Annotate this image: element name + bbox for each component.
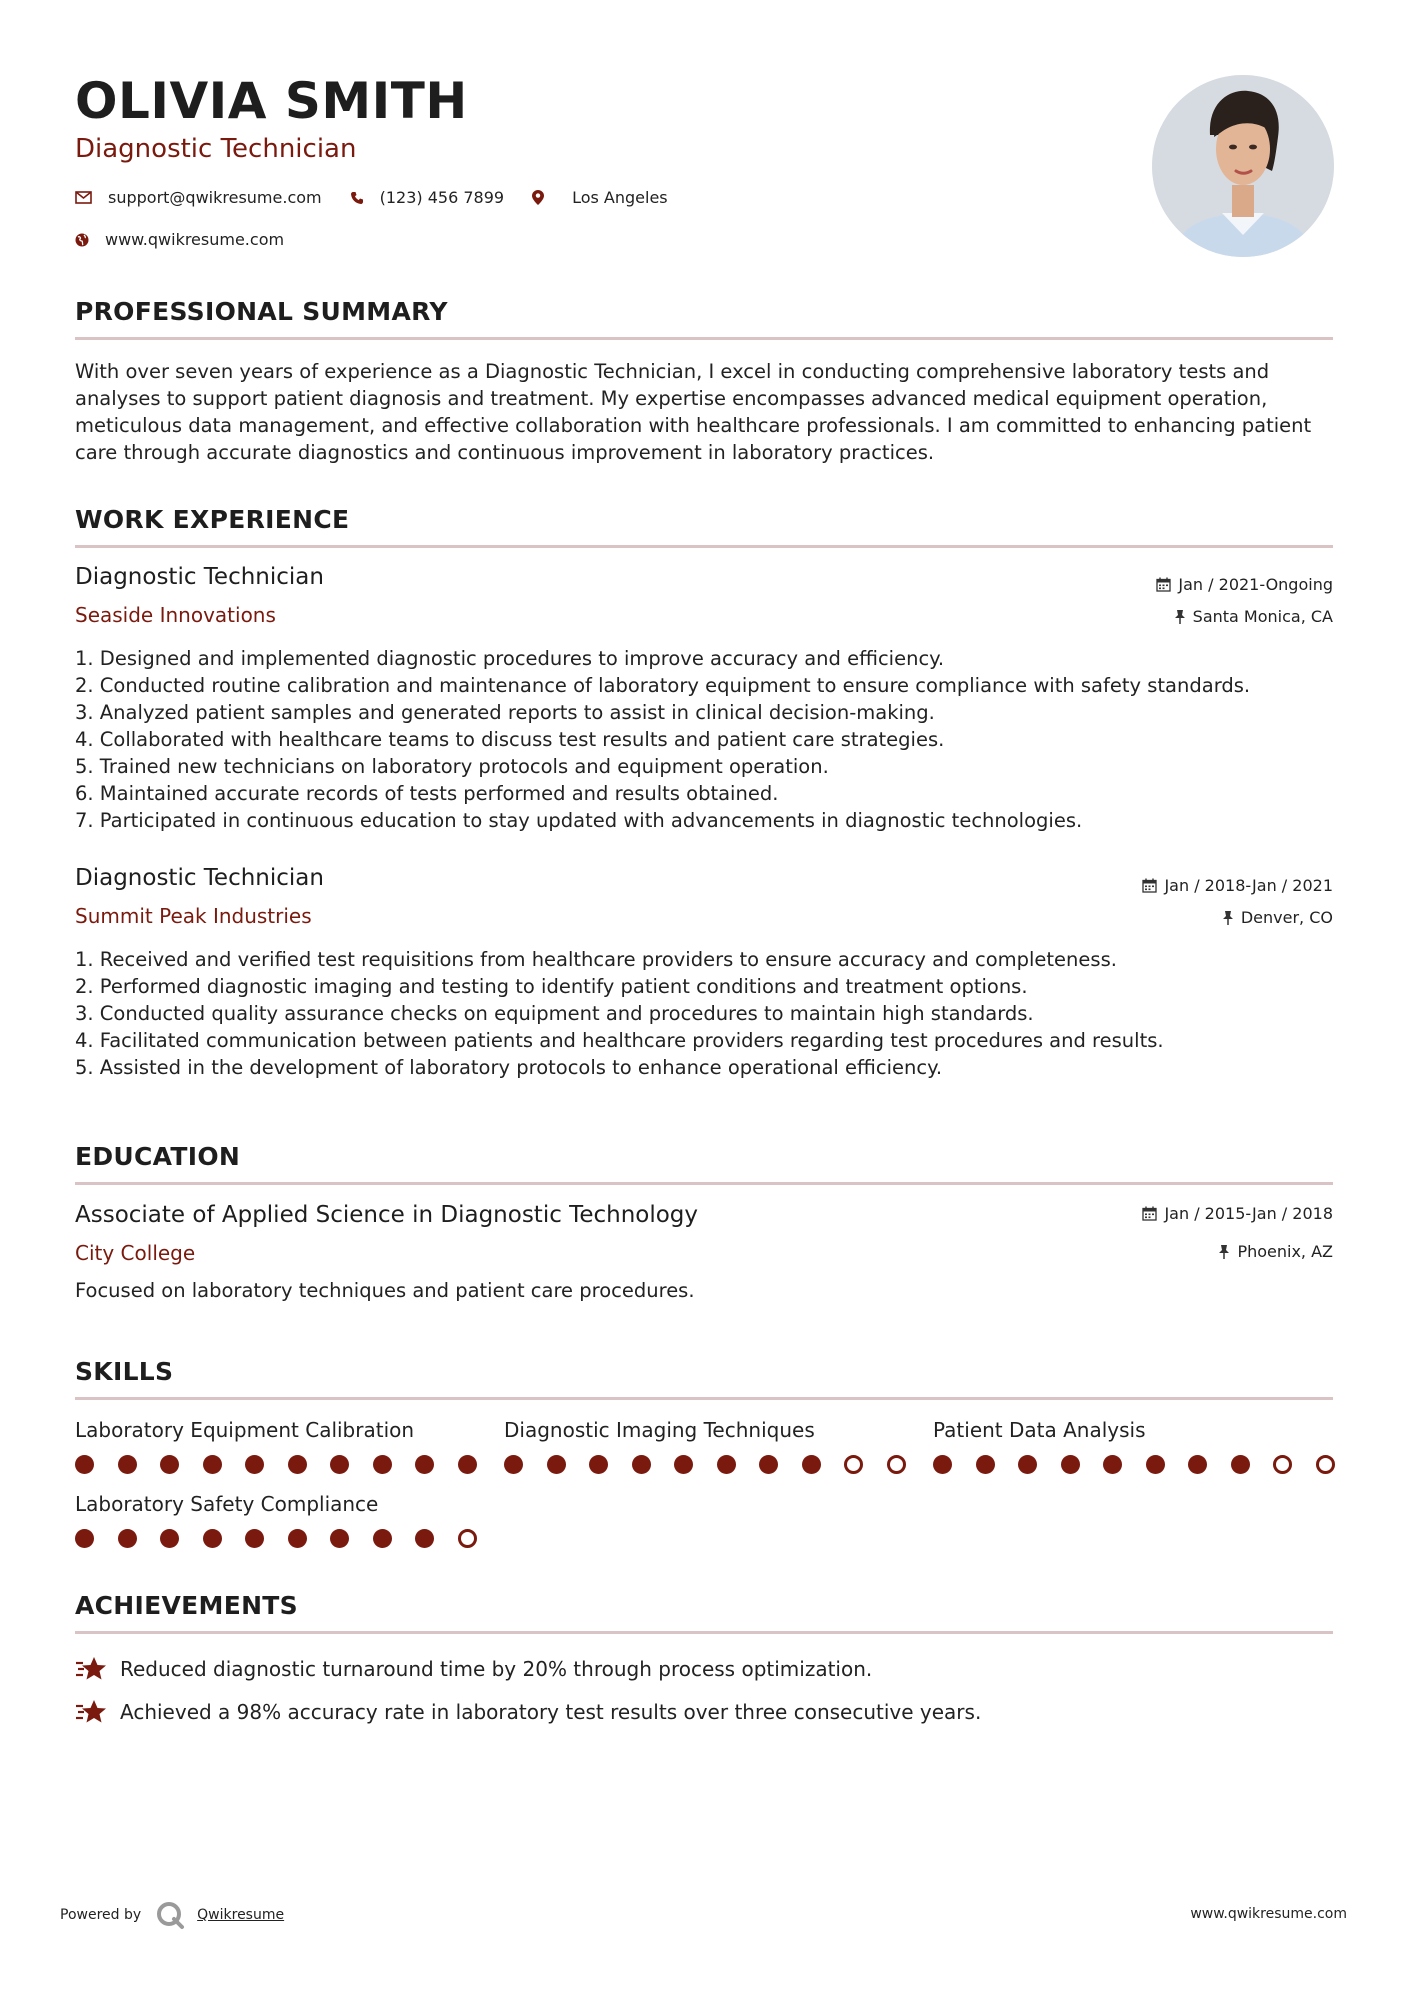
education-divider	[75, 1182, 1333, 1185]
globe-icon	[75, 233, 89, 247]
qwikresume-logo-icon	[155, 1900, 185, 1930]
rating-dot-filled	[330, 1529, 349, 1548]
skill-2-rating	[504, 1455, 929, 1474]
rating-dot-filled	[75, 1455, 94, 1474]
contact-row	[75, 188, 696, 207]
rating-dot-filled	[717, 1455, 736, 1474]
education-degree: Associate of Applied Science in Diagnostic Technology	[75, 1202, 699, 1228]
rating-dot-filled	[458, 1455, 477, 1474]
job-1-location-text: Santa Monica, CA	[1192, 607, 1333, 626]
profile-photo	[1152, 75, 1334, 257]
experience-divider	[75, 545, 1333, 548]
rating-dot-filled	[504, 1455, 523, 1474]
rating-dot-filled	[288, 1455, 307, 1474]
rating-dot-filled	[1231, 1455, 1250, 1474]
rating-dot-filled	[373, 1455, 392, 1474]
list-item: 2. Conducted routine calibration and maintenance of laboratory equipment to ensure compliance with safety standards.	[75, 674, 1251, 697]
contact-phone[interactable]	[350, 188, 504, 207]
achievement-item-2	[75, 1698, 981, 1726]
calendar-icon	[1142, 1206, 1157, 1221]
list-item: 5. Assisted in the development of laboratory protocols to enhance operational efficiency.	[75, 1056, 943, 1079]
rating-dot-filled	[547, 1455, 566, 1474]
job-2-title: Diagnostic Technician	[75, 865, 324, 891]
candidate-name: OLIVIA SMITH	[75, 72, 468, 130]
contact-row-2	[75, 230, 312, 249]
list-item: 4. Collaborated with healthcare teams to discuss test results and patient care strategies.	[75, 728, 945, 751]
calendar-icon	[1142, 878, 1157, 893]
rating-dot-empty	[844, 1455, 863, 1474]
rating-dot-empty	[1316, 1455, 1335, 1474]
rating-dot-empty	[458, 1529, 477, 1548]
avatar-illustration	[1152, 75, 1334, 257]
list-item: 2. Performed diagnostic imaging and testing to identify patient conditions and treatment options.	[75, 975, 1028, 998]
list-item: 7. Participated in continuous education to stay updated with advancements in diagnostic technologies.	[75, 809, 1083, 832]
skill-1-rating	[75, 1455, 500, 1474]
skill-3-rating	[933, 1455, 1358, 1474]
rating-dot-filled	[1188, 1455, 1207, 1474]
rating-dot-filled	[203, 1455, 222, 1474]
rating-dot-filled	[160, 1455, 179, 1474]
skill-1-label: Laboratory Equipment Calibration	[75, 1418, 415, 1442]
rating-dot-filled	[373, 1529, 392, 1548]
candidate-title: Diagnostic Technician	[75, 134, 357, 164]
education-description: Focused on laboratory techniques and patient care procedures.	[75, 1279, 695, 1302]
list-item: 3. Conducted quality assurance checks on equipment and procedures to maintain high standards.	[75, 1002, 1034, 1025]
rating-dot-filled	[330, 1455, 349, 1474]
footer-powered-by	[60, 1900, 284, 1930]
summary-heading: PROFESSIONAL SUMMARY	[75, 297, 448, 326]
achievements-heading: ACHIEVEMENTS	[75, 1591, 298, 1620]
envelope-icon	[75, 191, 92, 204]
summary-divider	[75, 337, 1333, 340]
qwikresume-link[interactable]: Qwikresume	[197, 1907, 285, 1923]
rating-dot-filled	[160, 1529, 179, 1548]
rating-dot-filled	[1061, 1455, 1080, 1474]
job-2-dates	[1142, 876, 1333, 895]
rating-dot-filled	[632, 1455, 651, 1474]
rating-dot-filled	[415, 1455, 434, 1474]
rating-dot-filled	[933, 1455, 952, 1474]
job-2-bullets	[75, 946, 1345, 1081]
education-dates-text: Jan / 2015-Jan / 2018	[1164, 1204, 1333, 1223]
achievement-text: Reduced diagnostic turnaround time by 20% through process optimization.	[120, 1657, 873, 1681]
rating-dot-filled	[118, 1455, 137, 1474]
summary-text: With over seven years of experience as a Diagnostic Technician, I excel in conducting comprehensive laboratory tests and analyses to support patient diagnosis and treatment. My expertise encompasses advanced medical equipment operation, meticulous data management, and effective collaboration with healthcare professionals. I am committed to enhancing patient care through accurate diagnostics and continuous improvement in laboratory practices.	[75, 360, 1312, 464]
job-2-location-text: Denver, CO	[1240, 908, 1333, 927]
education-location-text: Phoenix, AZ	[1237, 1242, 1333, 1261]
rating-dot-empty	[887, 1455, 906, 1474]
list-item: 6. Maintained accurate records of tests performed and results obtained.	[75, 782, 779, 805]
rating-dot-filled	[759, 1455, 778, 1474]
list-item: 5. Trained new technicians on laboratory protocols and equipment operation.	[75, 755, 829, 778]
experience-heading: WORK EXPERIENCE	[75, 505, 350, 534]
job-1-dates-text: Jan / 2021-Ongoing	[1178, 575, 1333, 594]
skills-divider	[75, 1397, 1333, 1400]
contact-email[interactable]	[75, 188, 322, 207]
star-award-icon	[75, 1655, 108, 1683]
rating-dot-filled	[245, 1529, 264, 1548]
rating-dot-filled	[118, 1529, 137, 1548]
contact-website[interactable]	[75, 230, 284, 249]
rating-dot-empty	[1273, 1455, 1292, 1474]
list-item: 4. Facilitated communication between patients and healthcare providers regarding test procedures and results.	[75, 1029, 1164, 1052]
map-pin-icon	[532, 190, 544, 205]
education-heading: EDUCATION	[75, 1142, 241, 1171]
list-item: 3. Analyzed patient samples and generated reports to assist in clinical decision-making.	[75, 701, 935, 724]
rating-dot-filled	[976, 1455, 995, 1474]
skill-4-label: Laboratory Safety Compliance	[75, 1492, 379, 1516]
powered-by-label: Powered by	[60, 1907, 142, 1923]
achievement-text: Achieved a 98% accuracy rate in laboratory test results over three consecutive years.	[120, 1700, 982, 1724]
rating-dot-filled	[1018, 1455, 1037, 1474]
education-location	[1218, 1242, 1333, 1261]
job-1-bullets	[75, 645, 1345, 834]
calendar-icon	[1156, 577, 1171, 592]
job-2-dates-text: Jan / 2018-Jan / 2021	[1164, 876, 1333, 895]
footer-website[interactable]: www.qwikresume.com	[1190, 1906, 1347, 1922]
job-1-title: Diagnostic Technician	[75, 564, 324, 590]
list-item: 1. Designed and implemented diagnostic procedures to improve accuracy and efficiency.	[75, 647, 945, 670]
rating-dot-filled	[415, 1529, 434, 1548]
phone-icon	[350, 191, 364, 205]
pushpin-icon	[1174, 609, 1186, 624]
education-dates	[1142, 1204, 1333, 1223]
pushpin-icon	[1218, 1244, 1230, 1259]
rating-dot-filled	[1146, 1455, 1165, 1474]
location-text: Los Angeles	[572, 188, 668, 207]
education-school: City College	[75, 1241, 196, 1265]
email-text: support@qwikresume.com	[108, 188, 322, 207]
skill-4-rating	[75, 1529, 500, 1548]
rating-dot-filled	[589, 1455, 608, 1474]
rating-dot-filled	[1103, 1455, 1122, 1474]
rating-dot-filled	[288, 1529, 307, 1548]
pushpin-icon	[1222, 910, 1234, 925]
rating-dot-filled	[674, 1455, 693, 1474]
website-text: www.qwikresume.com	[105, 230, 285, 249]
achievement-item-1	[75, 1655, 872, 1683]
contact-location	[532, 188, 668, 207]
list-item: 1. Received and verified test requisitions from healthcare providers to ensure accuracy and completeness.	[75, 948, 1117, 971]
rating-dot-filled	[203, 1529, 222, 1548]
skill-3-label: Patient Data Analysis	[933, 1418, 1146, 1442]
achievements-divider	[75, 1631, 1333, 1634]
phone-text: (123) 456 7899	[379, 188, 505, 207]
rating-dot-filled	[802, 1455, 821, 1474]
job-2-location	[1222, 908, 1333, 927]
job-1-company: Seaside Innovations	[75, 603, 276, 627]
skills-heading: SKILLS	[75, 1357, 174, 1386]
job-1-dates	[1156, 575, 1333, 594]
rating-dot-filled	[245, 1455, 264, 1474]
skill-2-label: Diagnostic Imaging Techniques	[504, 1418, 815, 1442]
rating-dot-filled	[75, 1529, 94, 1548]
job-2-company: Summit Peak Industries	[75, 904, 312, 928]
star-award-icon	[75, 1698, 108, 1726]
job-1-location	[1174, 607, 1333, 626]
